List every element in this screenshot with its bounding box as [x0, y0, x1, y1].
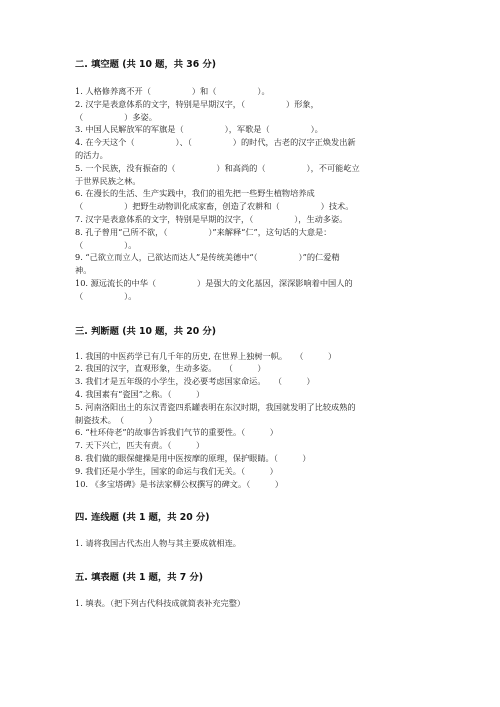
question-line: 10. 源远流长的中华（ ）是强大的文化基因，深深影响着中国人的	[75, 277, 353, 288]
question-line: 1. 人格修养离不开（ ）和（ ）。	[75, 86, 270, 96]
question-line: 10. 《多宝塔碑》是书法家柳公权撰写的碑文。（ ）	[75, 478, 284, 489]
question-lines	[75, 537, 435, 550]
section-matching	[75, 511, 435, 550]
exam-content	[75, 58, 435, 610]
question-line: 1. 请将我国古代杰出人物与其主要成就相连。	[75, 538, 241, 549]
question-line: 2. 汉字是表意体系的文字，特别是早期汉字，（ ）形象，	[75, 98, 319, 109]
question-line: 7. 天下兴亡，匹夫有责。（ ）	[75, 440, 205, 451]
question-lines	[75, 85, 435, 303]
section-title: 五. 填表题 (共 1 题，共 7 分)	[75, 572, 204, 584]
question-line: 1. 填表。（把下列古代科技成就简表补充完整）	[75, 598, 246, 609]
section-title: 四. 连线题 (共 1 题，共 20 分)	[75, 512, 210, 524]
question-line: 5. 一个民族，没有振奋的（ ）和高尚的（ ），不可能屹立	[75, 162, 360, 173]
question-line: 6. “杜环侍老”的故事告诉我们气节的重要性。（ ）	[75, 427, 278, 438]
question-lines	[75, 350, 435, 491]
question-line: 8. 孔子曾用“己所不欲，（ ）”来解释“仁”，这句话的大意是：	[75, 226, 332, 237]
section-title: 二. 填空题 (共 10 题，共 36 分)	[75, 59, 216, 70]
question-line: 制瓷技术。 （ ）	[75, 414, 157, 425]
question-lines	[75, 597, 435, 610]
question-line: 9. “己欲立而立人，己欲达而达人”是传统美德中“（ ）”的仁爱精	[75, 252, 340, 263]
question-line: 神。	[75, 265, 92, 276]
question-line: 于世界民族之林。	[75, 175, 141, 186]
question-line: 8. 我们做的眼保健操是用中医按摩的原理，保护眼睛。（ ）	[75, 452, 311, 463]
question-line: 的活力。	[75, 149, 108, 160]
question-line: 7. 汉字是表意体系的文字，特别是早期的汉字，（ ），生动多姿。	[75, 213, 348, 224]
section-true-false	[75, 325, 435, 491]
section-fill-table	[75, 571, 435, 610]
question-line: 4. 我国素有“瓷国”之称。（ ）	[75, 388, 205, 399]
section-fill-in-blank	[75, 58, 435, 303]
question-line: （ ）把野生动物训化成家畜，创造了农耕和（ ）技术。	[75, 201, 354, 212]
question-line: 1. 我国的中医药学已有几千年的历史, 在世界上独树一帜。 （ ）	[75, 350, 337, 361]
question-line: 5. 河南洛阳出土的东汉青瓷四系罐表明在东汉时期，我国就发明了比较成熟的	[75, 401, 356, 412]
question-line: 3. 中国人民解放军的军旗是（ ），军歌是（ ）。	[75, 124, 323, 135]
question-line: 3. 我们才是五年级的小学生，没必要考虑国家命运。 （ ）	[75, 376, 315, 387]
section-title: 三. 判断题 (共 10 题，共 20 分)	[75, 325, 216, 337]
question-line: 6. 在漫长的生活、生产实践中，我们的祖先把一些野生植物培养成	[75, 188, 315, 199]
question-line: 4. 在今天这个（ ）、（ ）的时代，古老的汉字正焕发出新	[75, 137, 356, 148]
question-line: （ ）多姿。	[75, 111, 157, 122]
question-line: 2. 我国的汉字，直观形象，生动多姿。 （ ）	[75, 363, 266, 374]
question-line: （ ）。	[75, 239, 137, 250]
question-line: 9. 我们还是小学生，国家的命运与我们无关。（ ）	[75, 465, 278, 476]
question-line: （ ）。	[75, 290, 137, 301]
